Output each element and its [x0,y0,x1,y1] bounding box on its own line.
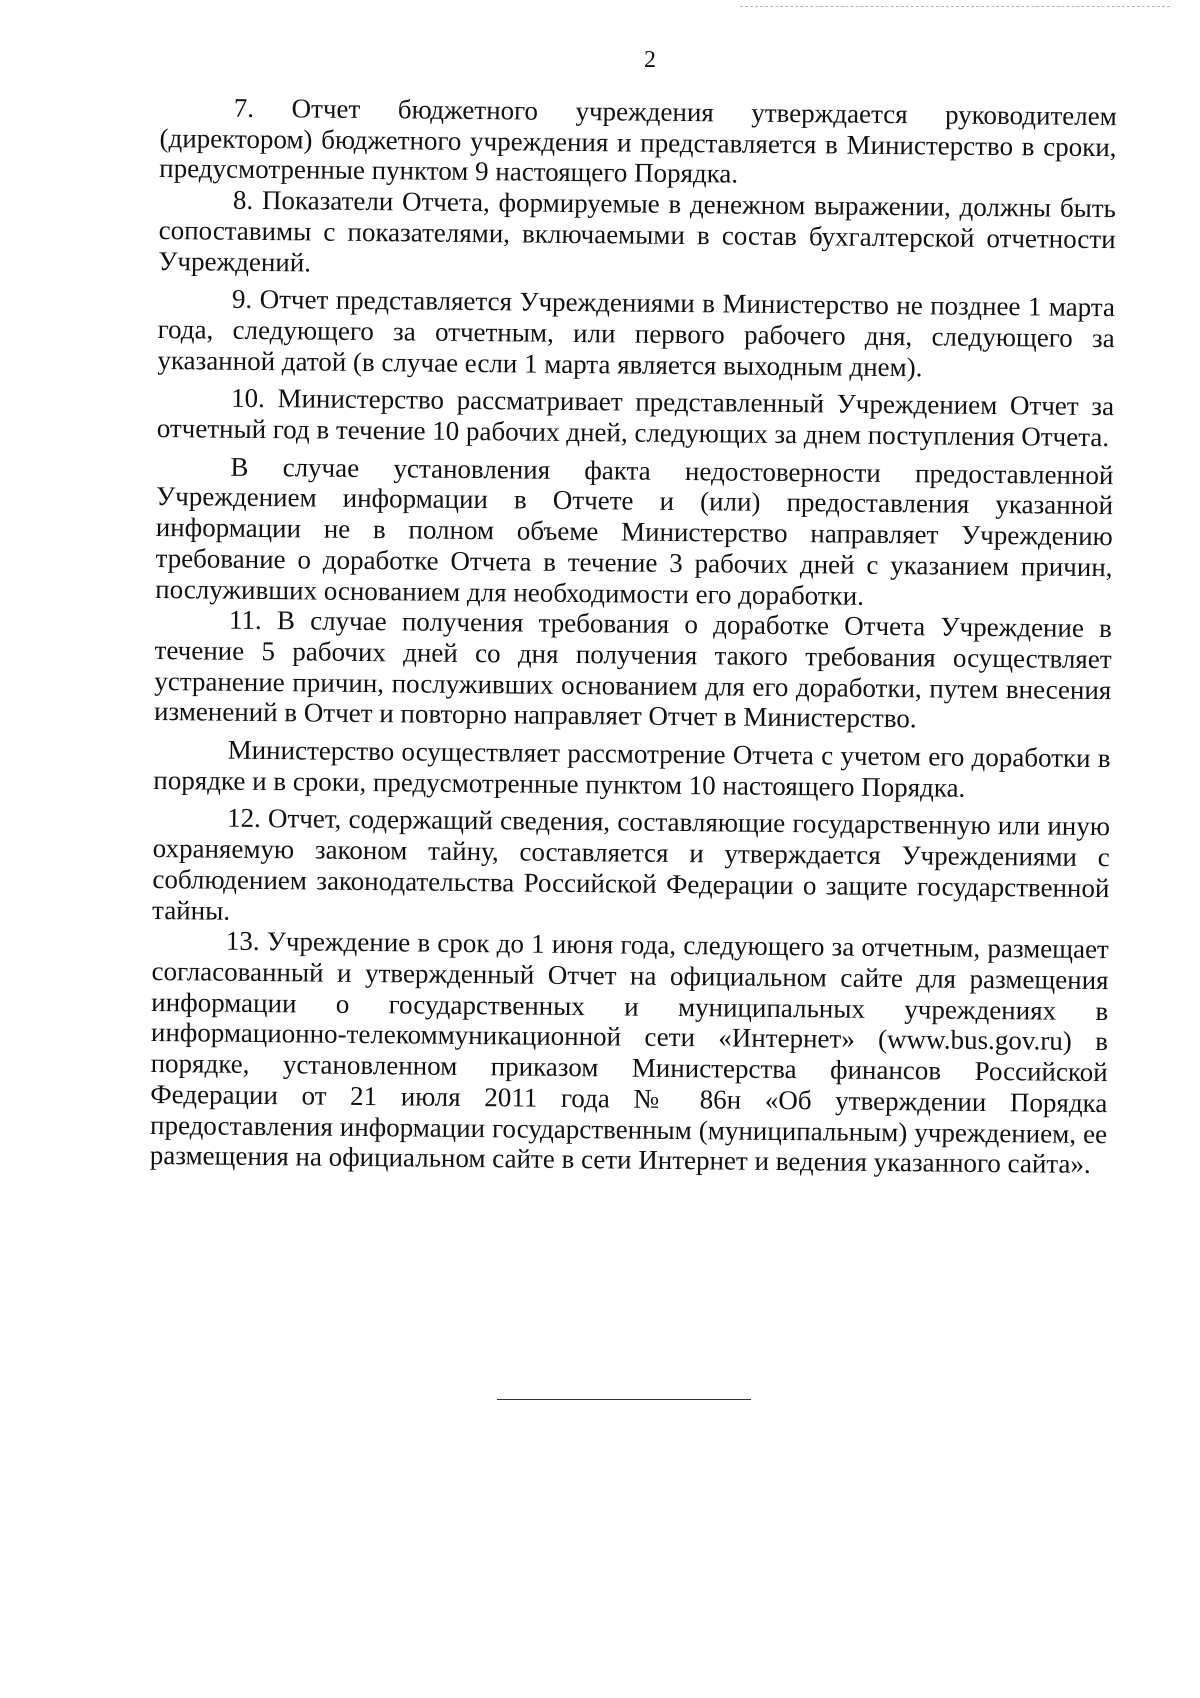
paragraph-10: 10. Министерство рассматривает представленный Учреждением Отчет за отчетный год в течение 10 рабочих дней, следующих за днем поступления Отчета. [156,383,1115,453]
page-number: 2 [644,47,656,73]
paragraph-12: 12. Отчет, содержащий сведения, составляющие государственную или иную охраняемую законом тайну, составляется и утверждается Учреждениями с соблюдением законодательства Российской Федерации о защите государственной тайны. [152,803,1111,926]
paragraph-9: 9. Отчет представляется Учреждениями в Министерство не позднее 1 марта года, следующего за отчетным, или первого рабочего дня, следующего за указанной датой (в случае если 1 марта является выходным днем). [157,283,1116,382]
paragraph-7: 7. Отчет бюджетного учреждения утверждается руководителем (директором) бюджетного учреждения и представляется в Министерство в сроки, предусмотренные пунктом 9 настоящего Порядка. [159,92,1117,189]
document-body [150,92,1117,1180]
paragraph-11: 11. В случае получения требования о доработке Отчета Учреждение в течение 5 рабочих дней со дня получения такого требования осуществляет устранение причин, послуживших основанием для его доработки, путем внесения изменений в Отчет и повторно направляет Отчет в Министерство. [153,604,1113,734]
paragraph-11-continued: Министерство осуществляет рассмотрение Отчета с учетом его доработки в порядке и в сроки, предусмотренные пунктом 10 настоящего Порядка. [153,734,1111,803]
paragraph-8: 8. Показатели Отчета, формируемые в денежном выражении, должны быть сопоставимы с показателями, включаемыми в состав бухгалтерской отчетности Учреждений. [158,184,1117,277]
paragraph-10-continued: В случае установления факта недостоверности предоставленной Учреждением информации в Отчете и (или) предоставления указанной информации не в полном объеме Министерство направляет Учреждению требование о доработке Отчета в течение 3 рабочих дней с указанием причин, послуживших основанием для необходимости его доработки. [155,451,1114,611]
end-of-text-rule [497,1399,751,1400]
scan-edge-line [740,6,1170,7]
paragraph-13: 13. Учреждение в срок до 1 июня года, следующего за отчетным, размещает согласованный и утвержденный Отчет на официальном сайте для размещения информации о государственных и муниципальных учреждениях в информационно-телекоммуникационной сети «Интернет» (www.bus.gov.ru) в порядке, установленном приказом Министерства финансов Российской Федерации от 21 июля 2011 года № 86н «Об утверждении Порядка предоставления информации государственным (муниципальным) учреждением, ее размещения на официальном сайте в сети Интернет и ведения указанного сайта». [149,925,1109,1180]
